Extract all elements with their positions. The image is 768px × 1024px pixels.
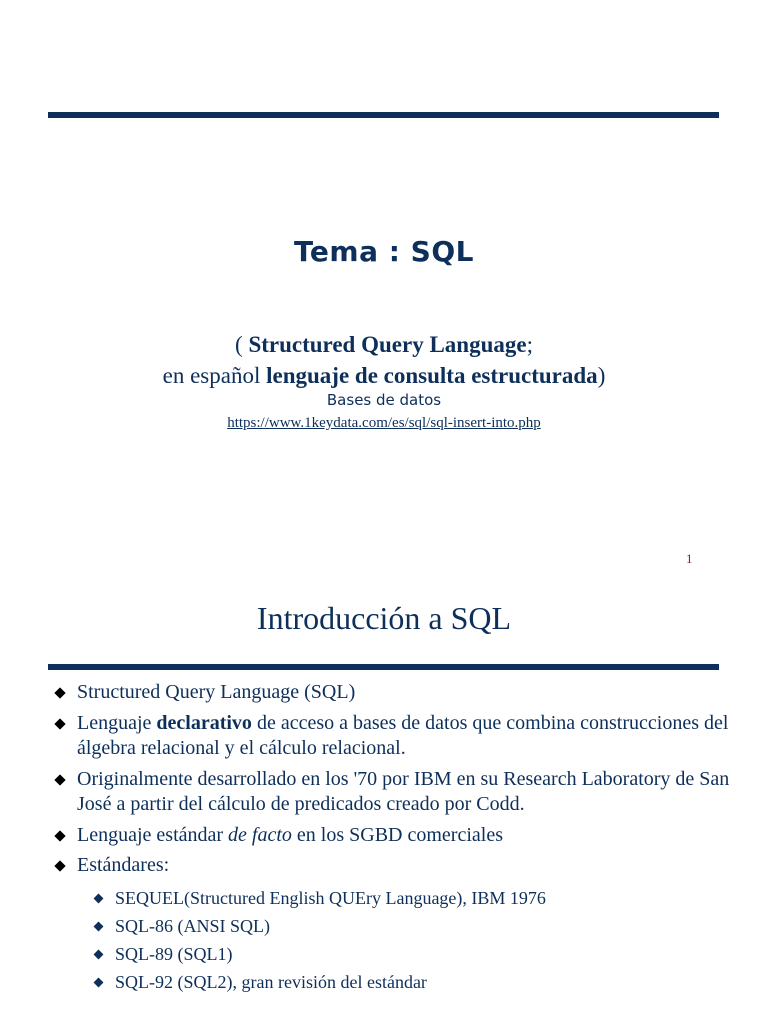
- square-bullet-icon: [94, 893, 104, 903]
- bullet-item: [52, 853, 742, 996]
- standard-item: [77, 940, 742, 968]
- bullet-text-prefix: Lenguaje: [77, 711, 157, 734]
- standard-item: [77, 912, 742, 940]
- square-bullet-icon: [94, 921, 104, 931]
- standard-text: SQL-92 (SQL2), gran revisión del estándar: [115, 971, 427, 992]
- standard-item: [77, 884, 742, 912]
- standard-text: SEQUEL(Structured English QUEry Language), IBM 1976: [115, 887, 546, 908]
- section-divider: [48, 664, 719, 670]
- square-bullet-icon: [94, 977, 104, 987]
- section-title: Introducción a SQL: [256, 600, 512, 636]
- standard-text: SQL-86 (ANSI SQL): [115, 915, 270, 936]
- standard-text: SQL-89 (SQL1): [115, 943, 233, 964]
- diamond-bullet-icon: [54, 830, 65, 841]
- bullet-text-suffix: de acceso a bases de datos que combina construcciones del álgebra relacional y el cálculo relacional.: [77, 711, 729, 759]
- bullet-item: [52, 767, 742, 818]
- bullet-text-prefix: Lenguaje estándar: [77, 823, 229, 846]
- top-divider: [48, 112, 719, 118]
- subtitle-spanish-prefix: en español: [162, 363, 267, 388]
- subtitle-line-1: [0, 330, 768, 360]
- standards-list: [77, 884, 742, 996]
- diamond-bullet-icon: [54, 774, 65, 785]
- subtitle-spanish-term: lenguaje de consulta estructurada: [266, 363, 598, 388]
- bullet-item: [52, 711, 742, 762]
- subtitle-line-2: [0, 361, 768, 391]
- square-bullet-icon: [94, 949, 104, 959]
- page-number: 1: [686, 551, 693, 566]
- standard-item: [77, 968, 742, 996]
- bullet-item: [52, 823, 742, 849]
- bullet-emphasis: declarativo: [156, 711, 252, 734]
- diamond-bullet-icon: [54, 718, 65, 729]
- subtitle-semicolon: ;: [526, 332, 533, 357]
- subtitle-english-term: Structured Query Language: [248, 332, 527, 357]
- course-name: Bases de datos: [326, 391, 442, 409]
- source-link[interactable]: https://www.1keydata.com/es/sql/sql-insert-into.php: [227, 415, 541, 431]
- bullet-list: [52, 680, 742, 1001]
- slide-title: Tema : SQL: [294, 235, 474, 268]
- bullet-text: Originalmente desarrollado en los '70 por IBM en su Research Laboratory de San José a partir del cálculo de predicados creado por Codd.: [77, 767, 730, 815]
- bullet-text: Estándares:: [77, 854, 170, 876]
- bullet-item: [52, 680, 742, 706]
- diamond-bullet-icon: [54, 860, 65, 871]
- diamond-bullet-icon: [54, 687, 65, 698]
- subtitle-paren-open: (: [235, 332, 249, 357]
- bullet-italic: de facto: [228, 823, 292, 846]
- subtitle-paren-close: ): [597, 363, 606, 388]
- bullet-text-suffix: en los SGBD comerciales: [291, 823, 503, 846]
- bullet-text: Structured Query Language (SQL): [77, 681, 356, 703]
